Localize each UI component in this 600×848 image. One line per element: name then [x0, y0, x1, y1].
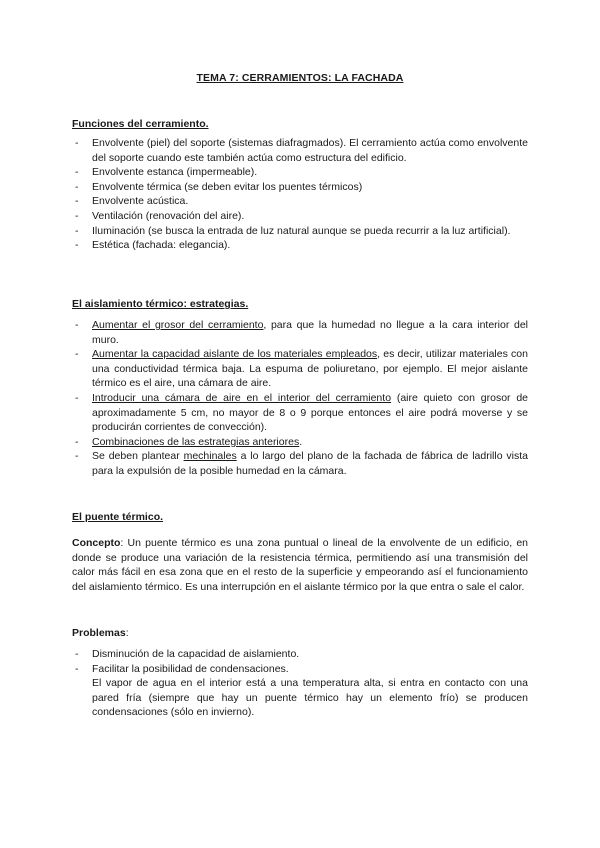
concept-paragraph: [72, 536, 528, 594]
list-item: [72, 318, 528, 347]
concept-text: : Un puente térmico es una zona puntual o lineal de la envolvente de un edificio, en donde se produce una variación de la resistencia térmica, permitiendo así una transmisión del calor más fácil en esa zona que en el resto de la superficie y empeorando así el funcionamiento del aislamiento térmico. Es una interrupción en el aislante térmico por la que entra o sale el calor.: [72, 537, 528, 593]
problems-note: El vapor de agua en el interior está a una temperatura alta, si entra en contacto con una pared fría (siempre que hay un puente térmico hay un elemento frío) se producen condensaciones (sólo en invierno).: [92, 677, 528, 719]
item-text: , es decir, utilizar materiales con una conductividad térmica baja. La espuma de poliuretano, por ejemplo. El mejor aislante térmico es el aire, una cámara de aire.: [92, 348, 528, 390]
underlined-term: Introducir una cámara de aire en el interior del cerramiento: [92, 391, 392, 404]
section-heading-funciones: Funciones del cerramiento.: [72, 118, 209, 130]
list-item: - Disminución de la capacidad de aislamiento.: [72, 647, 528, 662]
section-heading-aislamiento: El aislamiento térmico: estrategias.: [72, 298, 249, 310]
section-heading-puente: El puente térmico.: [72, 511, 164, 523]
list-item: [72, 449, 528, 478]
concept-label: Concepto: [72, 537, 121, 549]
item-text: a lo largo del plano de la fachada de fábrica de ladrillo vista para la expulsión de la posible humedad en la cámara.: [92, 450, 528, 477]
funciones-list: [72, 136, 528, 253]
item-text: .: [299, 435, 303, 448]
problems-list: [72, 647, 528, 676]
underlined-term: Aumentar la capacidad aislante de los materiales empleados: [92, 348, 378, 361]
list-item: [72, 435, 528, 450]
item-text: , para que la humedad no llegue a la cara interior del muro.: [92, 319, 528, 346]
item-text: (aire quieto con grosor de aproximadamente 5 cm, no mayor de 8 o 9 porque entonces el aire podrá moverse y se producirán corrientes de convección).: [92, 391, 529, 434]
underlined-term: mechinales: [183, 450, 237, 463]
problems-label: Problemas: [72, 627, 126, 639]
problems-label-line: [72, 626, 528, 641]
list-item: - Estética (fachada: elegancia).: [72, 238, 528, 253]
item-text: Se deben plantear: [92, 450, 184, 463]
list-item: - Envolvente acústica.: [72, 194, 528, 209]
list-item: - Ventilación (renovación del aire).: [72, 209, 528, 224]
list-item: - Envolvente estanca (impermeable).: [72, 165, 528, 180]
list-item: [72, 391, 528, 435]
list-item: - Iluminación (se busca la entrada de luz natural aunque se pueda recurrir a la luz artificial).: [72, 224, 528, 239]
list-item: [72, 347, 528, 391]
list-item: - Facilitar la posibilidad de condensaciones.: [72, 662, 528, 677]
underlined-term: Combinaciones de las estrategias anteriores: [92, 435, 300, 448]
document-title: TEMA 7: CERRAMIENTOS: LA FACHADA: [196, 72, 404, 84]
list-item: - Envolvente (piel) del soporte (sistemas diafragmados). El cerramiento actúa como envolvente del soporte cuando este también actúa como estructura del edificio.: [72, 136, 528, 165]
list-item: - Envolvente térmica (se deben evitar los puentes térmicos): [72, 180, 528, 195]
estrategias-list: [72, 318, 528, 479]
problems-colon: :: [125, 627, 129, 639]
underlined-term: Aumentar el grosor del cerramiento: [92, 319, 264, 331]
